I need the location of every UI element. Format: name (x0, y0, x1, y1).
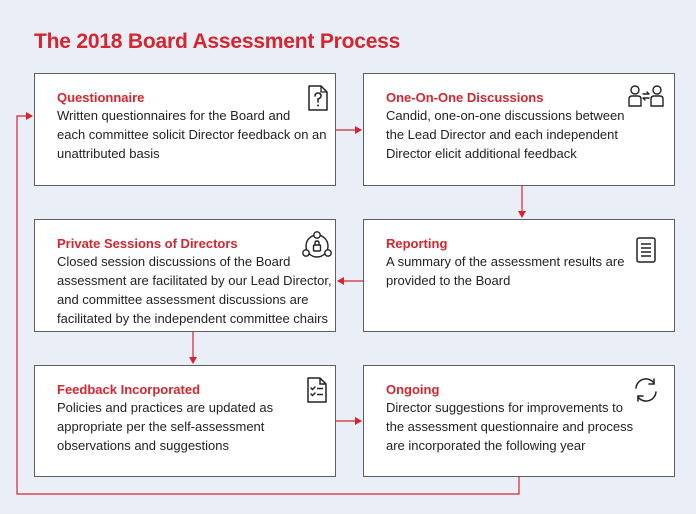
step-reporting (363, 219, 675, 332)
step-description: Candid, one-on-one discussions between the Lead Director and each independent Director elicit additional feedback (386, 108, 625, 161)
step-title: Questionnaire (57, 90, 145, 105)
step-ongoing (363, 365, 675, 477)
report-icon (635, 236, 657, 264)
discussion-icon (628, 84, 664, 108)
private-session-icon (301, 231, 333, 261)
checklist-icon (306, 376, 328, 404)
step-description: Closed session discussions of the Board assessment are facilitated by our Lead Director, and committee assessment discussions are facilitated by the independent committee chairs (57, 254, 332, 326)
step-one-on-one-discussions (363, 73, 675, 186)
step-description: Director suggestions for improvements to the assessment questionnaire and process are incorporated the following year (386, 400, 634, 453)
step-description: A summary of the assessment results are provided to the Board (386, 254, 625, 288)
step-private-sessions (34, 219, 336, 332)
step-title: Ongoing (386, 382, 440, 397)
step-title: One-On-One Discussions (386, 90, 544, 105)
step-feedback-incorporated (34, 365, 336, 477)
step-questionnaire (34, 73, 336, 186)
step-description: Policies and practices are updated as appropriate per the self-assessment observations and suggestions (57, 400, 274, 453)
questionnaire-icon (307, 84, 329, 112)
refresh-icon (632, 376, 660, 404)
step-title: Feedback Incorporated (57, 382, 201, 397)
step-title: Reporting (386, 236, 448, 251)
step-description: Written questionnaires for the Board and each committee solicit Director feedback on an unattributed basis (57, 108, 327, 161)
step-title: Private Sessions of Directors (57, 236, 238, 251)
page-title: The 2018 Board Assessment Process (34, 30, 401, 53)
